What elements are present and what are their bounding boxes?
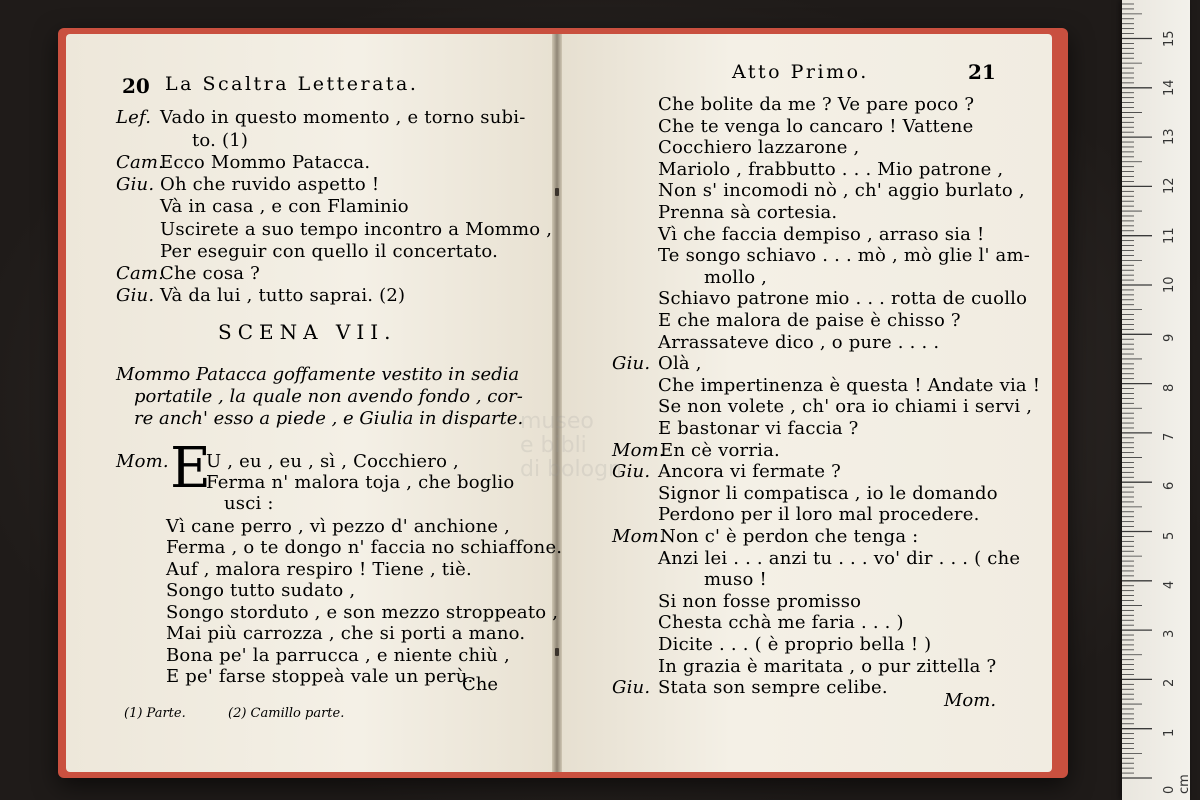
- ruler-number: 1: [1162, 728, 1177, 737]
- verse-line: En cè vorria.: [660, 440, 780, 461]
- museum-watermark: [520, 410, 622, 482]
- verse-line: mollo ,: [704, 267, 768, 288]
- ruler-number: 12: [1162, 177, 1177, 195]
- verse-line: Te songo schiavo . . . mò , mò glie l' am-: [658, 245, 1031, 266]
- speaker-label: Giu.: [116, 285, 155, 306]
- speaker-label: Giu.: [612, 353, 651, 374]
- speaker-label: Cam.: [116, 152, 165, 173]
- verse-line: Ferma n' malora toja , che boglio: [206, 472, 515, 493]
- ruler-number: 11: [1162, 227, 1177, 244]
- verse-line: Bona pe' la parrucca , e niente chiù ,: [166, 645, 510, 666]
- ruler-number: 15: [1162, 29, 1177, 47]
- verse-line: Oh che ruvido aspetto !: [160, 174, 380, 195]
- verse-line: Prenna sà cortesia.: [658, 202, 838, 223]
- verse-line: Che te venga lo cancaro ! Vattene: [658, 116, 974, 137]
- measurement-ruler: [1122, 0, 1190, 800]
- binding-stitch: [555, 648, 559, 656]
- footnote: (1) Parte.: [124, 706, 186, 721]
- verse-line: Ferma , o te dongo n' faccia no schiaffone.: [166, 537, 563, 558]
- speaker-label: Cam.: [116, 263, 165, 284]
- right-page-number: 21: [968, 60, 996, 84]
- stage-direction-line: Mommo Patacca goffamente vestito in sedia: [116, 364, 520, 385]
- ruler-number: 8: [1162, 383, 1177, 392]
- verse-line: Anzi lei . . . anzi tu . . . vo' dir . . . ( che: [658, 548, 1021, 569]
- ruler-number: 3: [1162, 629, 1177, 639]
- verse-line: E che malora de paise è chisso ?: [658, 310, 961, 331]
- speaker-label: Mom.: [612, 440, 665, 461]
- binding-stitch: [555, 188, 559, 196]
- watermark-line: museo: [520, 409, 594, 434]
- watermark-line: di bologn: [520, 457, 622, 482]
- verse-line: Se non volete , ch' ora io chiami i servi ,: [658, 396, 1033, 417]
- ruler-number: 9: [1162, 334, 1177, 343]
- ruler-number: 6: [1162, 481, 1177, 491]
- watermark-line: e bibli: [520, 433, 587, 458]
- verse-line: Signor li compatisca , io le domando: [658, 483, 998, 504]
- verse-line: Songo tutto sudato ,: [166, 580, 356, 601]
- verse-line: Per eseguir con quello il concertato.: [160, 241, 499, 262]
- speaker-label: Mom.: [612, 526, 665, 547]
- verse-line: Chesta cchà me faria . . . ): [658, 612, 904, 633]
- catchword: Che: [462, 674, 499, 695]
- speaker-label: Lef.: [116, 107, 152, 128]
- verse-line: Non c' è perdon che tenga :: [660, 526, 919, 547]
- verse-line: E pe' farse stoppeà vale un perù.: [166, 666, 474, 687]
- verse-line: Vì cane perro , vì pezzo d' anchione ,: [166, 516, 511, 537]
- verse-line: Auf , malora respiro ! Tiene , tiè.: [166, 559, 472, 580]
- speaker-label: Giu.: [116, 174, 155, 195]
- verse-line: Ecco Mommo Patacca.: [160, 152, 371, 173]
- verse-line: Che impertinenza è questa ! Andate via !: [658, 375, 1041, 396]
- verse-line: Mariolo , frabbutto . . . Mio patrone ,: [658, 159, 1004, 180]
- ruler-number: 2: [1162, 679, 1177, 688]
- right-running-head: Atto Primo.: [732, 61, 869, 83]
- verse-line: Mai più carrozza , che si porti a mano.: [166, 623, 526, 644]
- ruler-number: 14: [1162, 79, 1177, 96]
- verse-line: Songo storduto , e son mezzo stroppeato ,: [166, 602, 559, 623]
- speaker-label: Mom.: [116, 451, 169, 472]
- ruler-number: 7: [1162, 432, 1177, 441]
- verse-line: Si non fosse promisso: [658, 591, 862, 612]
- left-page-number: 20: [122, 74, 150, 98]
- verse-line: Arrassateve dico , o pure . . . .: [658, 332, 940, 353]
- verse-line: Stata son sempre celibe.: [658, 677, 888, 698]
- verse-line: E bastonar vi faccia ?: [658, 418, 859, 439]
- scene-heading: SCENA VII.: [218, 320, 397, 344]
- verse-line: Và da lui , tutto saprai. (2): [160, 285, 406, 306]
- verse-line: Olà ,: [658, 353, 702, 374]
- verse-line: Che bolite da me ? Ve pare poco ?: [658, 94, 975, 115]
- verse-line: Dicite . . . ( è proprio bella ! ): [658, 634, 932, 655]
- verse-line: Ancora vi fermate ?: [658, 461, 841, 482]
- stage-direction-line: portatile , la quale non avendo fondo , cor-: [134, 386, 523, 407]
- ruler-ticks: [1122, 0, 1190, 800]
- verse-line: to. (1): [192, 130, 249, 151]
- speaker-label: Giu.: [612, 461, 651, 482]
- verse-line: Che cosa ?: [160, 263, 260, 284]
- verse-line: Uscirete a suo tempo incontro a Mommo ,: [160, 219, 553, 240]
- ruler-number: 5: [1162, 531, 1177, 540]
- verse-line: Non s' incomodi nò , ch' aggio burlato ,: [658, 180, 1025, 201]
- ruler-number: 4: [1162, 580, 1177, 589]
- drop-cap: E: [170, 436, 211, 501]
- verse-line: Vì che faccia dempiso , arraso sia !: [658, 224, 985, 245]
- verse-line: Cocchiero lazzarone ,: [658, 137, 860, 158]
- verse-line: U , eu , eu , sì , Cocchiero ,: [206, 451, 459, 472]
- ruler-number: 13: [1162, 128, 1177, 146]
- stage-direction-line: re anch' esso a piede , e Giulia in disparte.: [134, 408, 524, 429]
- catchword: Mom.: [944, 690, 997, 711]
- verse-line: usci :: [224, 493, 274, 514]
- verse-line: Perdono per il loro mal procedere.: [658, 504, 980, 525]
- verse-line: Vado in questo momento , e torno subi-: [160, 107, 526, 128]
- ruler-number: 10: [1162, 276, 1177, 293]
- footnote: (2) Camillo parte.: [228, 706, 345, 721]
- book-gutter: [552, 34, 562, 772]
- verse-line: In grazia è maritata , o pur zittella ?: [658, 656, 997, 677]
- ruler-unit-label: 0 cm: [1162, 774, 1192, 794]
- left-running-head: La Scaltra Letterata.: [165, 73, 419, 95]
- verse-line: muso !: [704, 569, 767, 590]
- verse-line: Schiavo patrone mio . . . rotta de cuollo: [658, 288, 1028, 309]
- verse-line: Và in casa , e con Flaminio: [160, 196, 409, 217]
- speaker-label: Giu.: [612, 677, 651, 698]
